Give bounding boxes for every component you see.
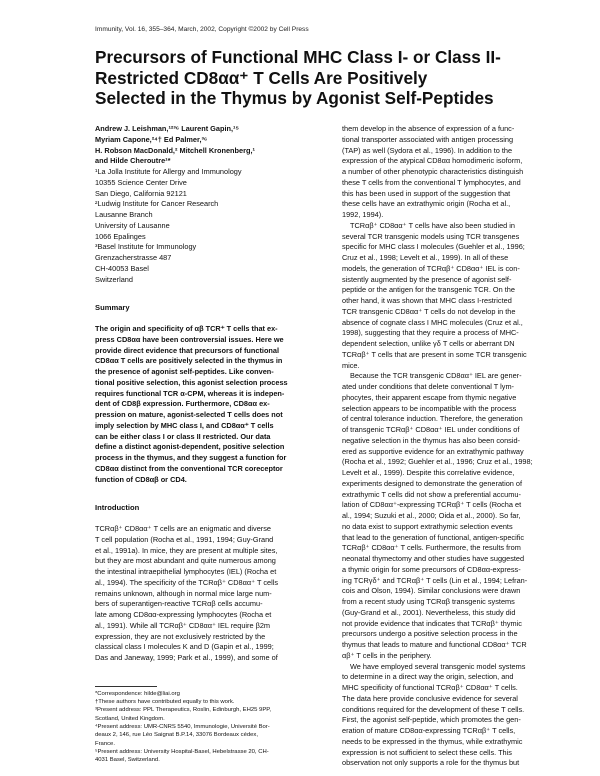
footnote-line: 4031 Basel, Switzerland. (95, 757, 160, 764)
footnote-line: deaux 2, 146, rue Léo Saignat B.P.14, 33076 Bordeaux cédex, (95, 732, 258, 739)
body-line: thymus that leads to mature and functional CD8αα⁺ TCR (342, 640, 527, 649)
body-line: (TAP) as well (Sydora et al., 1996). In addition to the (342, 145, 513, 155)
footnote-line: *Correspondence: hilde@liai.org (95, 690, 180, 697)
summary-line: requires functional TCR α-CPM, whereas it is indepen- (95, 388, 285, 398)
footnote-line: ⁵Present address: University Hospital-Basel, Hebelstrasse 20, CH- (95, 748, 269, 755)
intro-line: al., 1991). While all TCRαβ⁺ CD8αα⁺ IEL require β2m (95, 620, 271, 630)
summary-line: provide direct evidence that precursors of functional (95, 345, 280, 355)
body-line: conditions required for the development of these T cells. (342, 704, 525, 714)
body-line: negative selection in the thymus has also been consid- (342, 435, 520, 445)
summary-line: CD8αα distinct from the conventional TCR coreceptor (95, 463, 283, 473)
summary-line: press CD8αα have been controversial issues. Here we (95, 334, 284, 344)
affiliation-line: Switzerland (95, 274, 133, 284)
affiliation-line: Lausanne Branch (95, 210, 153, 219)
footnote-line: ³Present address: PPL Therapeutics, Roslin, Edinburgh, EH25 9PP, (95, 707, 272, 714)
intro-line: remains unknown, although in normal mice large num- (95, 588, 272, 598)
body-line: them develop in the absence of expression of a func- (342, 124, 515, 133)
body-line: mice. (342, 360, 360, 370)
footnote-line: France. (95, 740, 115, 747)
body-line: selection appears to be incompatible with the process (342, 403, 517, 413)
body-line: a thymic origin for some precursors of CD8αα-express- (342, 564, 521, 574)
body-line: to determine in a direct way the origin, selection, and (342, 672, 514, 682)
author-line: Myriam Capone,²⁴† Ed Palmer,³⁶ (95, 134, 208, 144)
footnote-divider (95, 686, 157, 687)
footnote-line: ⁴Present address: UMR-CNRS 5540, Immunologie, Université Bor- (95, 723, 270, 730)
summary-line: tional positive selection, this agonist selection process (95, 377, 288, 387)
right-column (342, 124, 556, 769)
affiliation-line: CH-40053 Basel (95, 263, 149, 273)
title-line: Restricted CD8αα⁺ T Cells Are Positively (95, 67, 428, 88)
body-line: lation of CD8αα⁺-expressing TCRαβ⁺ T cells (Rocha et (342, 500, 522, 510)
body-line: no data exist to support extrathymic selection events (342, 521, 513, 531)
body-line: dependent selection, unlike γδ T cells or aberrant DN (342, 339, 515, 348)
body-line: ered as supportive evidence for an extrathymic pathway (342, 446, 524, 456)
body-line: observation not only supports a role for the thymus but (342, 758, 520, 768)
body-line: experiments designed to demonstrate the generation of (342, 478, 523, 488)
intro-line: T cell population (Rocha et al., 1991, 1994; Guy-Grand (95, 534, 274, 544)
body-line: ing TCRγδ⁺ and TCRαβ⁺ T cells (Lin et al., 1994; Lefran- (342, 575, 528, 585)
paragraph-2 (342, 221, 556, 372)
body-line: models, the generation of TCRαβ⁺ CD8αα⁺ IEL is con- (342, 263, 520, 273)
body-line: TCRαβ⁺ T cells that are present in some TCR transgenic (342, 349, 527, 359)
paragraph-3 (342, 371, 556, 661)
body-line: these T cells from the conventional T lymphocytes, and (342, 177, 521, 187)
author-list (95, 124, 320, 167)
body-line: First, the agonist self-peptide, which promotes the gen- (342, 715, 521, 725)
body-line: precursors undergo a positive selection process in the (342, 629, 518, 639)
body-line: several TCR transgenic models using TCR transgenes (342, 231, 520, 241)
body-line: (Guy-Grand et al., 2001). Nevertheless, this study did (342, 607, 516, 617)
summary-abstract (95, 324, 320, 485)
body-line: not provide evidence that indicates that TCRαβ⁺ thymic (342, 618, 522, 628)
body-line: of central tolerance induction. Therefore, the generation (342, 414, 523, 424)
body-line: 1992, 1994). (342, 210, 384, 219)
author-line: H. Robson MacDonald,² Mitchell Kronenberg,¹ (95, 145, 255, 155)
body-line: extrathymic T cells did not show a preferential accumu- (342, 489, 521, 499)
affiliation-line: ³Basel Institute for Immunology (95, 242, 197, 252)
body-line: Levelt et al., 1999). Despite this correlative evidence, (342, 468, 515, 477)
summary-line: process in the thymus, and they suggest a function for (95, 453, 287, 462)
body-line: The data here provide conclusive evidence for several (342, 693, 518, 703)
intro-line: late among CD8αα-expressing lymphocytes (Rocha et (95, 610, 272, 619)
intro-line: TCRαβ⁺ CD8αα⁺ T cells are an enigmatic and diverse (95, 524, 272, 533)
body-line: We have employed several transgenic model systems (350, 661, 526, 671)
summary-line: the presence of agonist self-peptides. Like conven- (95, 367, 274, 376)
summary-line: pression on mature, agonist-selected T cells does not (95, 410, 283, 419)
author-line: Andrew J. Leishman,¹²³⁶ Laurent Gapin,¹⁵ (95, 124, 239, 133)
article-title (95, 47, 555, 109)
body-line: al., 1994; Suzuki et al., 2000; Oida et al., 2000). So far, (342, 511, 521, 520)
footnotes (95, 690, 320, 765)
summary-line: The origin and specificity of αβ TCR⁺ T cells that ex- (95, 324, 278, 333)
body-line: TCRαβ⁺ CD8αα⁺ T cells have also been studied in (350, 220, 515, 230)
intro-line: et al., 1991a). In mice, they are present at multiple sites, (95, 545, 278, 555)
intro-line: expression, they are not exclusively restricted by the (95, 631, 266, 641)
body-line: TCR transgenic CD8αα⁺ T cells do not develop in the (342, 306, 516, 316)
introduction-heading: Introduction (95, 503, 140, 513)
intro-line: bers of superantigen-reactive TCRαβ cells accumu- (95, 599, 263, 609)
body-line: sistently augmented by the presence of agonist self- (342, 274, 512, 284)
summary-line: imply selection by MHC class I, and CD8αα⁺ T cells (95, 420, 274, 430)
summary-line: can be either class I or class II restricted. Our data (95, 431, 271, 441)
summary-heading: Summary (95, 303, 130, 313)
body-line: αβ⁺ T cells in the periphery. (342, 650, 432, 660)
body-line: 1998), suggesting that they require a process of MHC- (342, 328, 519, 338)
body-line: these cells have an extrathymic origin (Rocha et al., (342, 199, 511, 209)
title-line: Precursors of Functional MHC Class I- or Class II- (95, 47, 501, 67)
body-line: tional transporter associated with antigen processing (342, 134, 514, 144)
body-line: peptide or the antigen for the transgenic TCR. On the (342, 285, 515, 295)
affiliation-line: San Diego, California 92121 (95, 188, 187, 198)
affiliation-line: University of Lausanne (95, 220, 170, 230)
summary-line: define a distinct agonist-dependent, positive selection (95, 442, 285, 452)
body-line: of transgenic TCRαβ⁺ CD8αα⁺ IEL under conditions of (342, 425, 520, 434)
body-line: expression is not sufficient to select these cells. This (342, 747, 512, 757)
body-line: absence of cognate class I MHC molecules (Cruz et al., (342, 317, 523, 327)
intro-line: classical class I molecules K and D (Gapin et al., 1999; (95, 642, 274, 652)
body-line: ated under conditions that delete conventional T lym- (342, 382, 515, 391)
footnote-line: †These authors have contributed equally to this work. (95, 699, 235, 706)
paragraph-4 (342, 662, 556, 770)
body-line: MHC specificity of functional TCRαβ⁺ CD8αα⁺ T cells. (342, 683, 518, 692)
body-line: phocytes, their apparent escape from thymic negative (342, 392, 517, 402)
affiliation-line: ¹La Jolla Institute for Allergy and Immunology (95, 167, 242, 176)
body-line: (Rocha et al., 1992; Guehler et al., 1996; Cruz et al., 1998; (342, 457, 533, 467)
body-line: neonatal thymectomy and other studies have suggested (342, 554, 525, 563)
affiliation-line: Grenzacherstrasse 487 (95, 253, 172, 262)
body-line: Because the TCR transgenic CD8αα⁺ IEL are gener- (350, 371, 522, 381)
body-line: from a recent study using TCRαβ transgenic systems (342, 597, 515, 606)
title-line: Selected in the Thymus by Agonist Self-Peptides (95, 88, 494, 108)
body-line: a number of other phenotypic characteristics distinguish (342, 167, 524, 176)
body-line: expression of the atypical CD8αα homodimeric isoform, (342, 156, 523, 166)
body-line: this has been used in support of the suggestion that (342, 188, 511, 198)
body-line: cois and Olson, 1994). Similar conclusions were drawn (342, 586, 521, 596)
affiliations (95, 167, 320, 285)
journal-citation: Immunity, Vol. 16, 355–364, March, 2002, Copyright ©2002 by Cell Press (95, 26, 309, 33)
introduction-text (95, 524, 320, 664)
intro-line: al., 1994). The specificity of the TCRαβ⁺ CD8αα⁺ T cells (95, 577, 279, 587)
footnote-line: Scotland, United Kingdom. (95, 715, 165, 722)
body-line: Cruz et al., 1998; Levelt et al., 1999). In all of these (342, 253, 509, 262)
intro-line: but they are most abundant and quite numerous among (95, 556, 276, 566)
body-line: needs to be expressed in the thymus, while extrathymic (342, 736, 523, 746)
summary-line: function of CD8αβ or CD4. (95, 474, 187, 484)
author-line: and Hilde Cheroutre¹* (95, 156, 171, 166)
affiliation-line: 1066 Epalinges (95, 231, 146, 241)
body-line: TCRαβ⁺ CD8αα⁺ T cells. Furthermore, the results from (342, 543, 521, 553)
summary-line: dent of CD8β expression. Furthermore, CD8αα ex- (95, 399, 270, 409)
body-line: eration of mature CD8αα-expressing TCRαβ⁺ T cells, (342, 726, 516, 735)
affiliation-line: 10355 Science Center Drive (95, 177, 187, 187)
body-line: specific for MHC class I molecules (Guehler et al., 1996; (342, 242, 525, 252)
intro-line: Das and Janeway, 1999; Park et al., 1999), and some of (95, 653, 278, 662)
intro-line: the intestinal intraepithelial lymphocytes (IEL) (Rocha et (95, 567, 277, 576)
left-column (95, 124, 320, 764)
body-line: that lead to the generation of functional, antigen-specific (342, 532, 525, 542)
paragraph-1 (342, 124, 556, 221)
body-line: other hand, it was shown that MHC class I-restricted (342, 296, 512, 305)
affiliation-line: ²Ludwig Institute for Cancer Research (95, 199, 219, 209)
summary-line: CD8αα T cells are positively selected in the thymus in (95, 356, 283, 366)
